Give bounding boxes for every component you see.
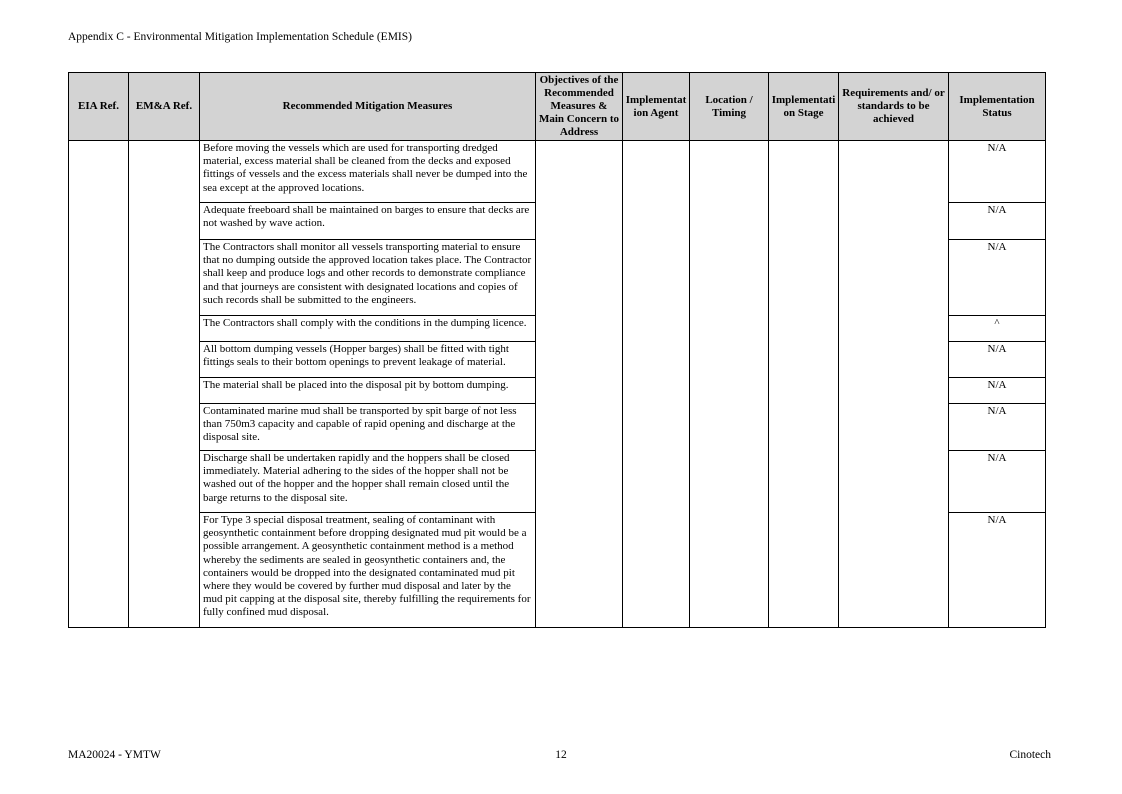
status-cell: N/A — [949, 404, 1046, 451]
implementation-agent-column-cell — [623, 141, 690, 628]
measure-cell: Adequate freeboard shall be maintained on barges to ensure that decks are not washed by wave action. — [200, 203, 536, 240]
header-ema-ref: EM&A Ref. — [129, 73, 200, 141]
measure-cell: The Contractors shall monitor all vessels transporting material to ensure that no dumping outside the approved location takes place. The Contractor shall keep and produce logs and other records to demonstrate compliance and that journeys are consistent with designated locations and copies of such records shall be submitted to the engineers. — [200, 240, 536, 316]
header-eia-ref: EIA Ref. — [69, 73, 129, 141]
status-cell: N/A — [949, 203, 1046, 240]
requirements-column-cell — [839, 141, 949, 628]
measure-cell: Discharge shall be undertaken rapidly and the hoppers shall be closed immediately. Material adhering to the sides of the hopper shall not be washed out of the hopper and the hopper shall remain closed until the barge returns to the disposal site. — [200, 451, 536, 513]
measure-cell: For Type 3 special disposal treatment, sealing of contaminant with geosynthetic containment before dropping designated mud pit would be a possible arrangement. A geosynthetic containment method is a method whereby the sediments are sealed in geosynthetic containers and, the containers would be dropped into the designated contaminated mud pit where they would be covered by further mud disposal and later by the mud pit capping at the disposal site, thereby fulfilling the requirements for fully confined mud disposal. — [200, 513, 536, 628]
measure-cell: The Contractors shall comply with the conditions in the dumping licence. — [200, 316, 536, 342]
header-recommended-measures: Recommended Mitigation Measures — [200, 73, 536, 141]
eia-ref-column-cell — [69, 141, 129, 628]
status-cell: N/A — [949, 451, 1046, 513]
measure-cell: Before moving the vessels which are used for transporting dredged material, excess material shall be cleaned from the decks and exposed fittings of vessels and the excess materials shall never be dumped into the sea except at the approved locations. — [200, 141, 536, 203]
ema-ref-column-cell — [129, 141, 200, 628]
header-objectives: Objectives of the Recommended Measures & Main Concern to Address — [536, 73, 623, 141]
footer-company: Cinotech — [1009, 749, 1051, 761]
footer-page-number: 12 — [555, 749, 567, 761]
header-location-timing: Location / Timing — [690, 73, 769, 141]
measure-cell: The material shall be placed into the disposal pit by bottom dumping. — [200, 378, 536, 404]
status-cell: N/A — [949, 240, 1046, 316]
objectives-column-cell — [536, 141, 623, 628]
header-requirements: Requirements and/ or standards to be achieved — [839, 73, 949, 141]
header-implementation-stage: Implementation Stage — [769, 73, 839, 141]
measure-cell: Contaminated marine mud shall be transported by spit barge of not less than 750m3 capacity and capable of rapid opening and discharge at the disposal site. — [200, 404, 536, 451]
status-cell: N/A — [949, 141, 1046, 203]
status-cell: ^ — [949, 316, 1046, 342]
header-implementation-agent: Implementation Agent — [623, 73, 690, 141]
location-timing-column-cell — [690, 141, 769, 628]
header-implementation-status: Implementation Status — [949, 73, 1046, 141]
measure-cell: All bottom dumping vessels (Hopper barges) shall be fitted with tight fittings seals to their bottom openings to prevent leakage of material. — [200, 342, 536, 378]
status-cell: N/A — [949, 513, 1046, 628]
appendix-title: Appendix C - Environmental Mitigation Implementation Schedule (EMIS) — [68, 31, 412, 43]
footer-project-ref: MA20024 - YMTW — [68, 749, 161, 761]
table-header-row — [69, 73, 1046, 141]
emis-table — [68, 72, 1046, 628]
implementation-stage-column-cell — [769, 141, 839, 628]
status-cell: N/A — [949, 378, 1046, 404]
table-row — [69, 141, 1046, 203]
status-cell: N/A — [949, 342, 1046, 378]
